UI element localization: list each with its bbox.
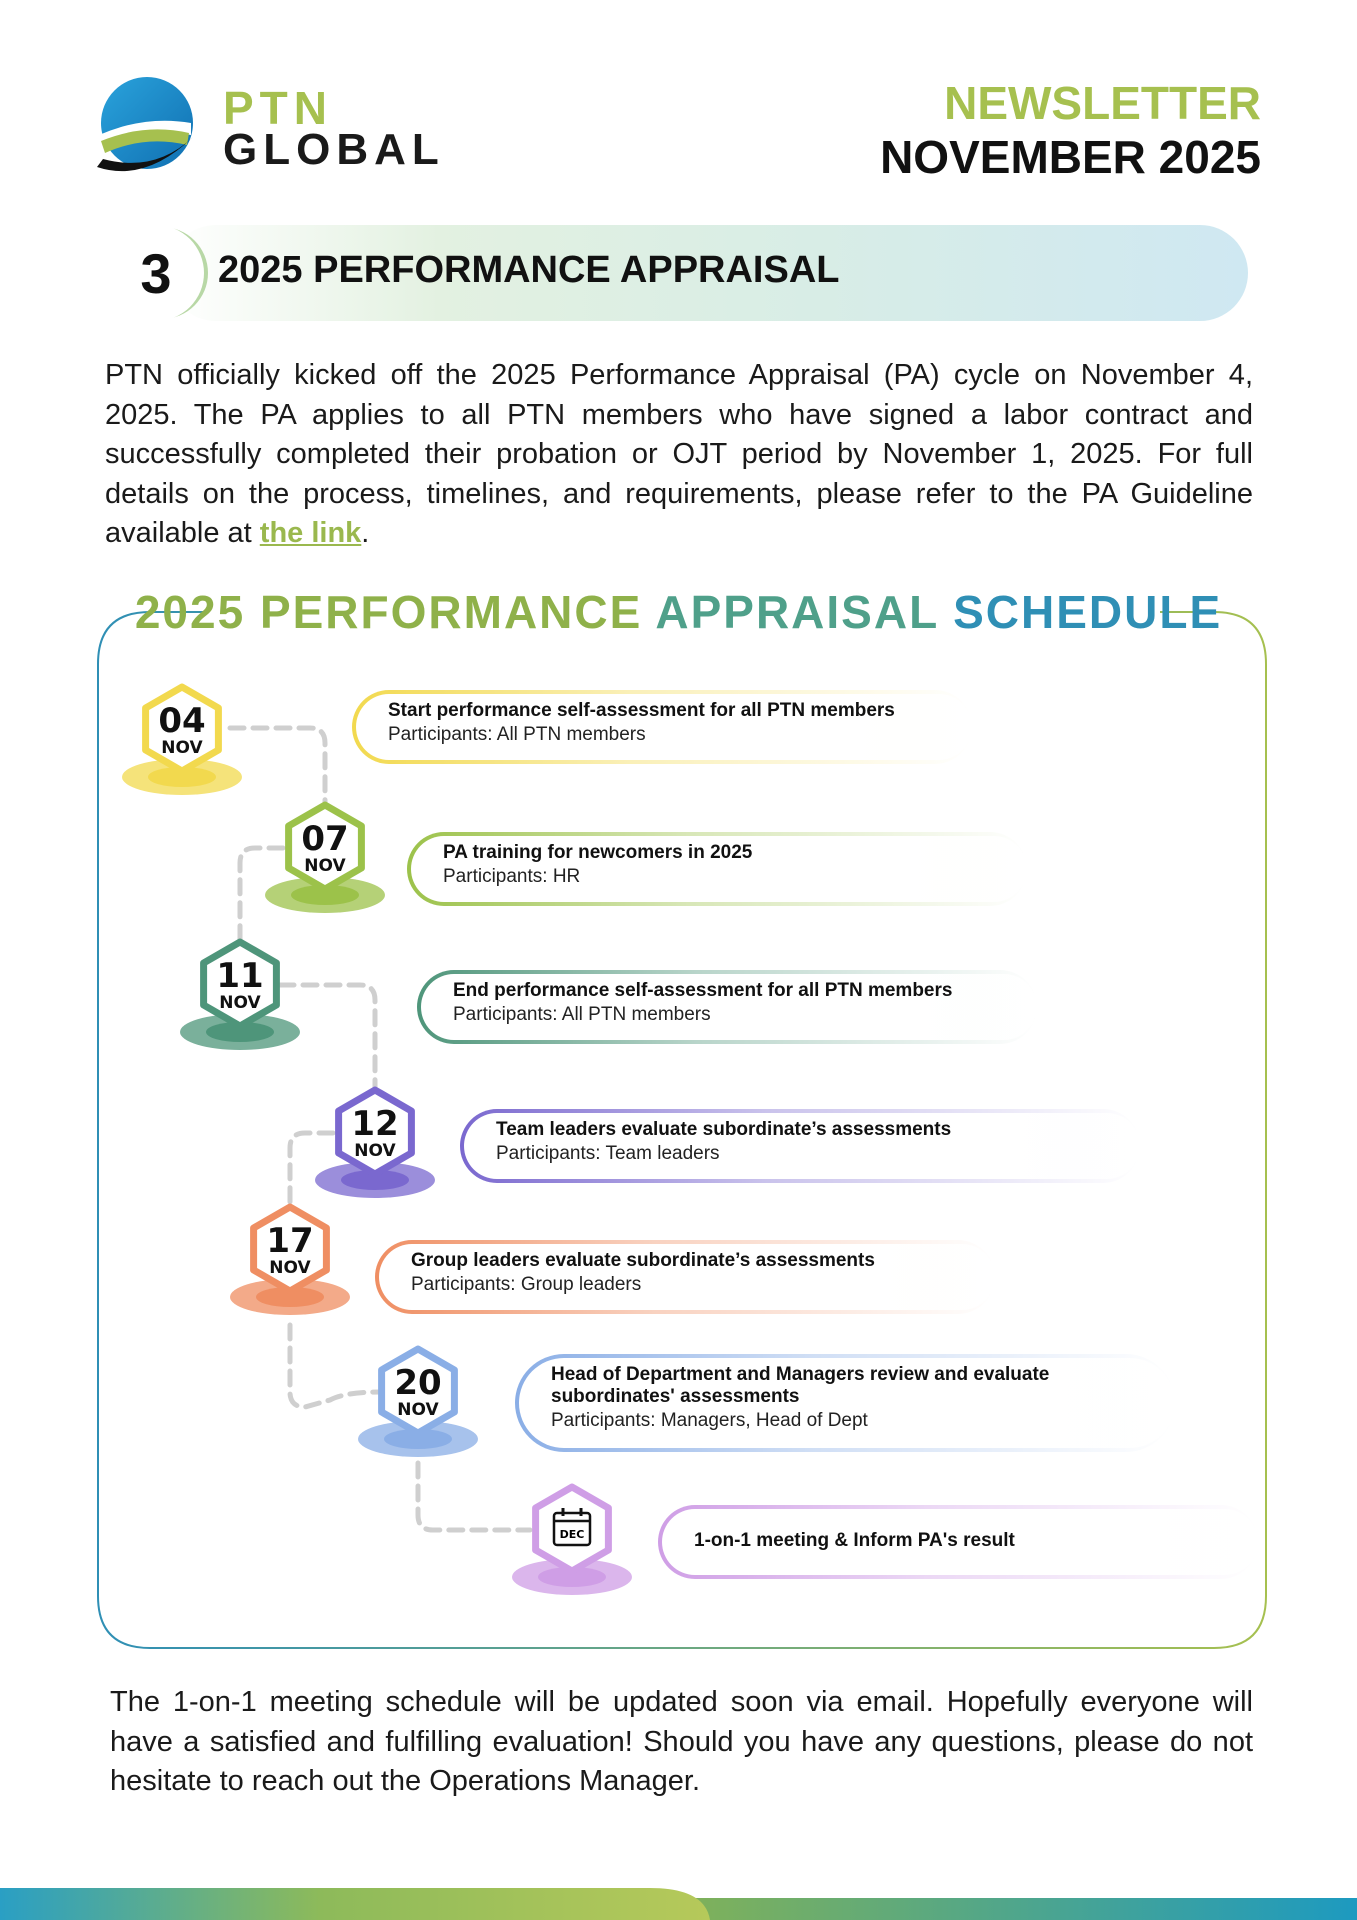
event-participants: Participants: All PTN members bbox=[453, 1004, 711, 1025]
event-day: 12 bbox=[351, 1104, 399, 1144]
section-number: 3 bbox=[108, 225, 204, 321]
event-month: NOV bbox=[269, 1258, 311, 1278]
pa-guideline-link[interactable]: the link bbox=[259, 517, 362, 549]
event-title: 1-on-1 meeting & Inform PA's result bbox=[694, 1530, 1015, 1551]
schedule-event-card bbox=[417, 970, 1037, 1044]
event-participants: Participants: All PTN members bbox=[388, 724, 646, 745]
schedule-title bbox=[0, 585, 1357, 639]
event-title: End performance self-assessment for all PTN members bbox=[453, 980, 953, 1001]
event-day: 04 bbox=[158, 701, 206, 741]
event-day: 20 bbox=[394, 1363, 442, 1403]
brand-global: GLOBAL bbox=[223, 125, 445, 174]
event-title: Start performance self-assessment for all PTN members bbox=[388, 700, 895, 721]
event-title: PA training for newcomers in 2025 bbox=[443, 842, 753, 863]
event-date bbox=[132, 701, 232, 758]
schedule-event-card bbox=[658, 1505, 1258, 1579]
event-month: NOV bbox=[397, 1400, 439, 1420]
schedule-event-card bbox=[375, 1240, 995, 1314]
event-title: Team leaders evaluate subordinate’s assessments bbox=[496, 1119, 952, 1140]
event-day: 07 bbox=[301, 819, 349, 859]
schedule-title-part1: 2025 PERFORMANCE bbox=[134, 586, 643, 638]
schedule-title-part2: APPRAISAL bbox=[655, 586, 939, 638]
date-marker bbox=[507, 1475, 637, 1605]
event-date bbox=[325, 1104, 425, 1161]
schedule-event-card bbox=[515, 1354, 1175, 1452]
event-participants: Participants: HR bbox=[443, 866, 581, 887]
event-month: NOV bbox=[219, 993, 261, 1013]
event-participants: Participants: Team leaders bbox=[496, 1143, 720, 1164]
schedule-event-card bbox=[407, 832, 1027, 906]
event-month: NOV bbox=[161, 738, 203, 758]
intro-text: PTN officially kicked off the 2025 Performance Appraisal (PA) cycle on November 4, 2025. The PA applies to all PTN members who have signed a labor contract and successfully completed their probation or OJT period by November 1, 2025. For full details on the process, timelines, and requirements, please refer to the PA Guideline available at bbox=[105, 359, 1253, 549]
schedule-event-card bbox=[460, 1109, 1140, 1183]
calendar-month-label: DEC bbox=[559, 1528, 585, 1541]
event-month: NOV bbox=[354, 1141, 396, 1161]
newsletter-label: NEWSLETTER bbox=[944, 77, 1261, 129]
event-date bbox=[190, 956, 290, 1013]
event-title: Head of Department and Managers review and evaluate subordinates' assessments bbox=[551, 1364, 1050, 1407]
outro-paragraph: The 1-on-1 meeting schedule will be updated soon via email. Hopefully everyone will have a satisfied and fulfilling evaluation! Should you have any questions, please do not hesitate to reach out the Operations Manager. bbox=[110, 1686, 1253, 1797]
brand-ptn: PTN bbox=[223, 82, 333, 134]
event-month: NOV bbox=[304, 856, 346, 876]
event-title: Group leaders evaluate subordinate’s assessments bbox=[411, 1250, 875, 1271]
event-date bbox=[240, 1221, 340, 1278]
event-day: 17 bbox=[266, 1221, 314, 1261]
footer-bar bbox=[0, 1870, 1357, 1920]
intro-end: . bbox=[361, 517, 370, 549]
calendar-icon bbox=[554, 1508, 590, 1545]
newsletter-date: NOVEMBER 2025 bbox=[880, 131, 1261, 183]
event-date bbox=[368, 1363, 468, 1420]
schedule-event-card bbox=[352, 690, 972, 764]
section-title: 2025 PERFORMANCE APPRAISAL bbox=[218, 249, 840, 291]
event-participants: Participants: Group leaders bbox=[411, 1274, 642, 1295]
event-date bbox=[275, 819, 375, 876]
event-day: 11 bbox=[216, 956, 264, 996]
schedule-title-part3: SCHEDULE bbox=[953, 586, 1223, 638]
event-participants: Participants: Managers, Head of Dept bbox=[551, 1410, 868, 1431]
